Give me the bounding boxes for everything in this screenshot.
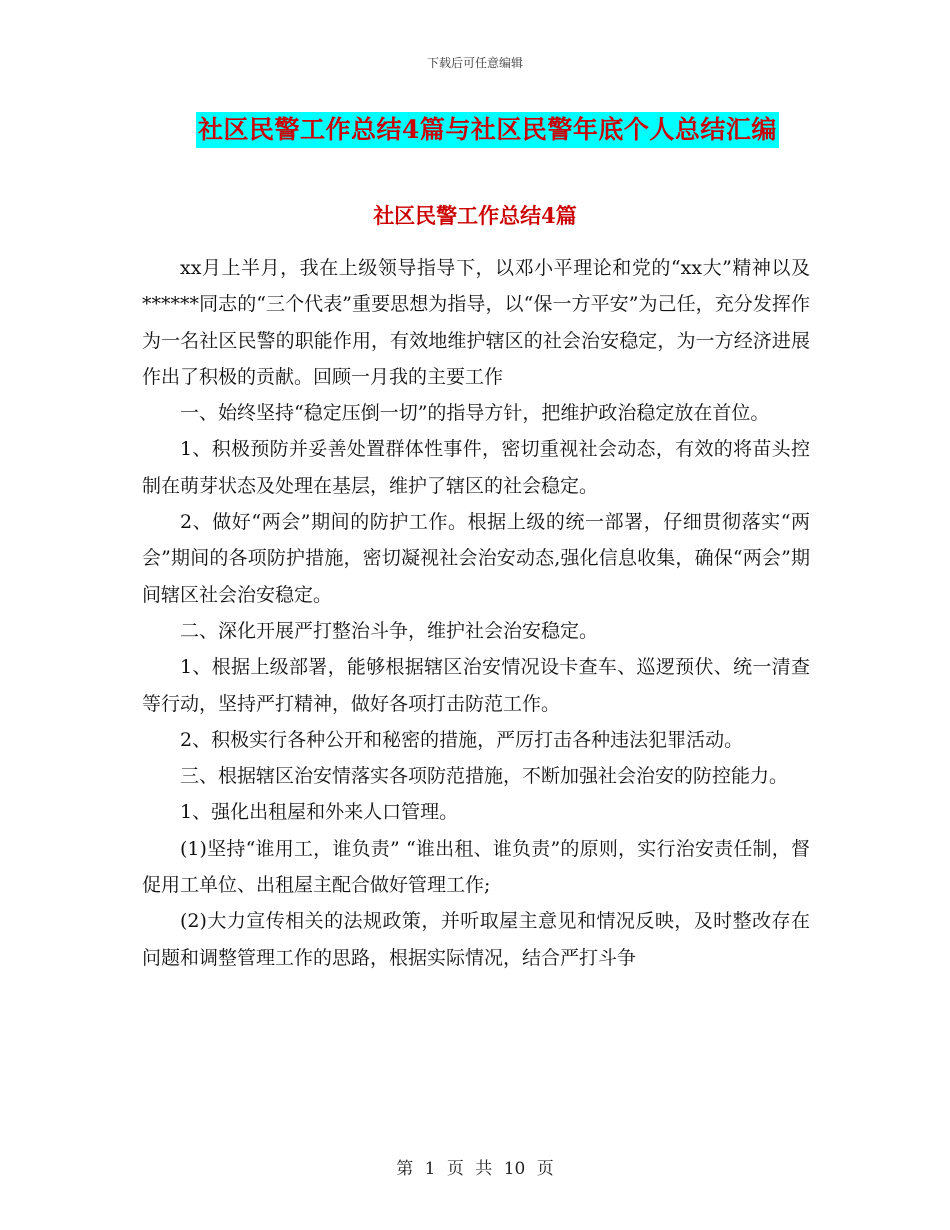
document-body: [142, 250, 810, 976]
download-note: 下载后可任意编辑: [426, 56, 523, 70]
document-title: 社区民警工作总结4篇与社区民警年底个人总结汇编: [196, 112, 779, 148]
paragraph-item: 2、积极实行各种公开和秘密的措施，严厉打击各种违法犯罪活动。: [180, 728, 744, 751]
paragraph-item: 2、做好“两会”期间的防护工作。根据上级的统一部署，仔细贯彻落实“两会”期间的各项防护措施，密切凝视社会治安动态,强化信息收集，确保“两会”期间辖区社会治安稳定。: [142, 511, 810, 606]
page-indicator: 第 1 页 共 10 页: [396, 1159, 554, 1179]
paragraph-heading-2: 二、深化开展严打整治斗争，维护社会治安稳定。: [180, 619, 599, 642]
paragraph-heading-3: 三、根据辖区治安情落实各项防范措施，不断加强社会治安的防控能力。: [180, 765, 789, 788]
paragraph-item: 1、根据上级部署，能够根据辖区治安情况设卡查车、巡逻预伏、统一清查等行动，坚持严打精神，做好各项打击防范工作。: [142, 656, 810, 715]
paragraph-item: 1、强化出租屋和外来人口管理。: [180, 801, 459, 824]
paragraph-heading-1: 一、始终坚持“稳定压倒一切”的指导方针，把维护政治稳定放在首位。: [180, 402, 770, 425]
paragraph-subitem: (1)坚持“谁用工，谁负责” “谁出租、谁负责”的原则，实行治安责任制，督促用工单位、出租屋主配合做好管理工作;: [142, 837, 810, 897]
section-title: 社区民警工作总结4篇: [373, 203, 577, 228]
paragraph-intro: xx月上半月，我在上级领导指导下，以邓小平理论和党的“xx大”精神以及******同志的“三个代表”重要思想为指导，以“保一方平安”为己任，充分发挥作为一名社区民警的职能作用，有效地维护辖区的社会治安稳定，为一方经济进展作出了积极的贡献。回顾一月我的主要工作: [142, 257, 810, 388]
paragraph-subitem: (2)大力宣传相关的法规政策，并听取屋主意见和情况反映，及时整改存在问题和调整管理工作的思路，根据实际情况，结合严打斗争: [142, 910, 810, 969]
paragraph-item: 1、积极预防并妥善处置群体性事件，密切重视社会动态，有效的将苗头控制在萌芽状态及处理在基层，维护了辖区的社会稳定。: [142, 438, 810, 497]
